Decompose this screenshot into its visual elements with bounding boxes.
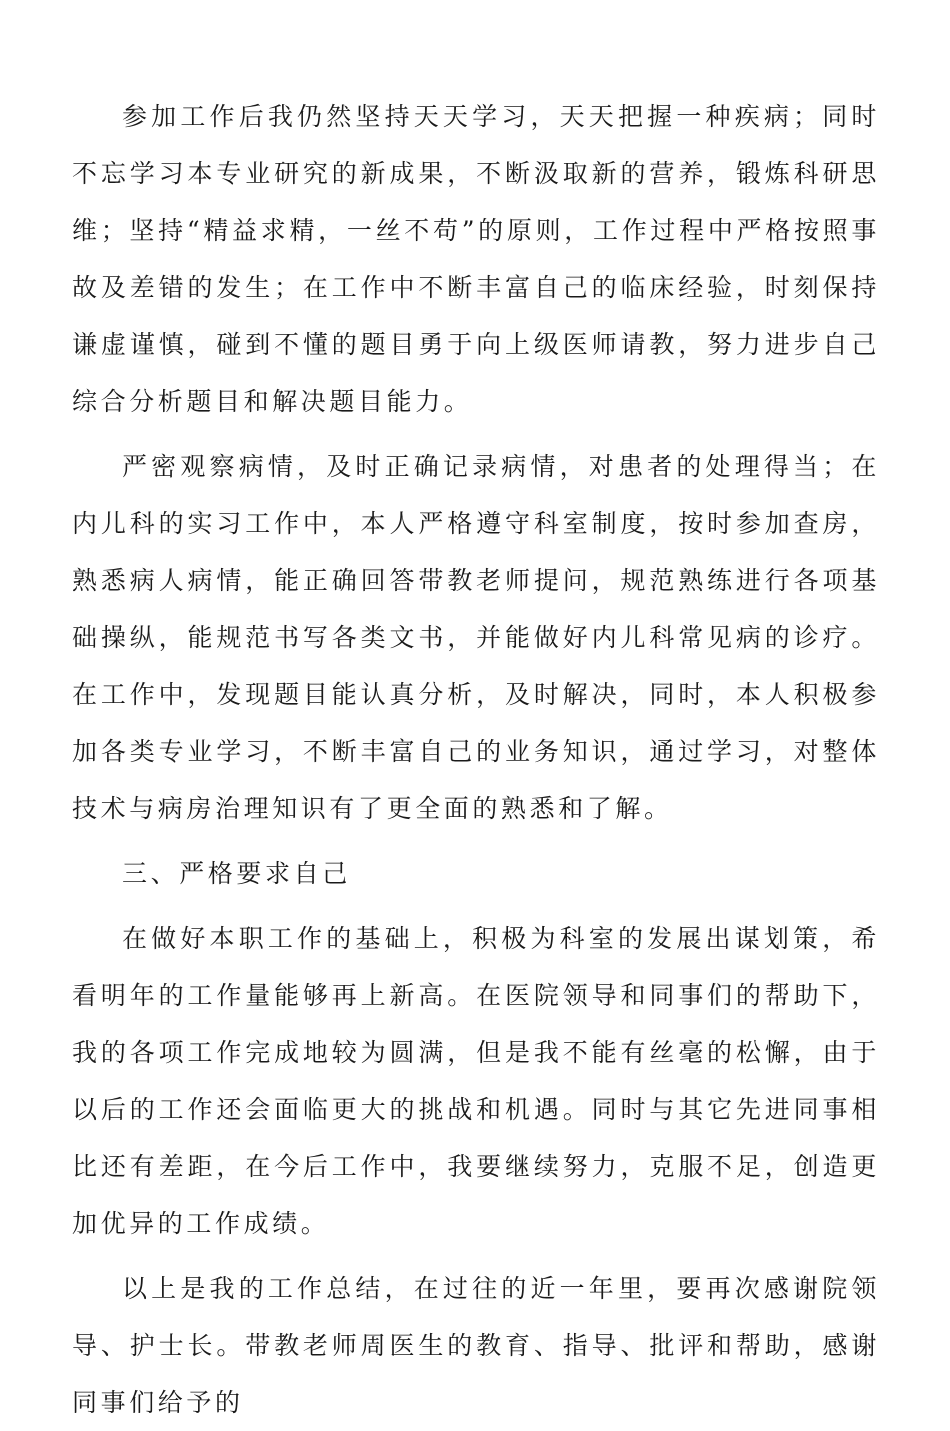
- document-body: [72, 88, 880, 1431]
- paragraph-summary-thanks: 以上是我的工作总结，在过往的近一年里，要再次感谢院领导、护士长。带教老师周医生的教育、指导、批评和帮助，感谢同事们给予的: [72, 1274, 880, 1417]
- paragraph-study: 参加工作后我仍然坚持天天学习，天天把握一种疾病；同时不忘学习本专业研究的新成果，不断汲取新的营养，锻炼科研思维；坚持“精益求精，一丝不苟”的原则，工作过程中严格按照事故及差错的发生；在工作中不断丰富自己的临床经验，时刻保持谦虚谨慎，碰到不懂的题目勇于向上级医师请教，努力进步自己综合分析题目和解决题目能力。: [72, 102, 880, 416]
- paragraph-observation: 严密观察病情，及时正确记录病情，对患者的处理得当；在内儿科的实习工作中，本人严格遵守科室制度，按时参加查房，熟悉病人病情，能正确回答带教老师提问，规范熟练进行各项基础操纵，能规范书写各类文书，并能做好内儿科常见病的诊疗。在工作中，发现题目能认真分析，及时解决，同时，本人积极参加各类专业学习，不断丰富自己的业务知识，通过学习，对整体技术与病房治理知识有了更全面的熟悉和了解。: [72, 452, 880, 823]
- paragraph-work-foundation: 在做好本职工作的基础上，积极为科室的发展出谋划策，希看明年的工作量能够再上新高。在医院领导和同事们的帮助下，我的各项工作完成地较为圆满，但是我不能有丝毫的松懈，由于以后的工作还会面临更大的挑战和机遇。同时与其它先进同事相比还有差距，在今后工作中，我要继续努力，克服不足，创造更加优异的工作成绩。: [72, 924, 880, 1238]
- section-heading-strict-requirements: 三、严格要求自己: [122, 859, 351, 888]
